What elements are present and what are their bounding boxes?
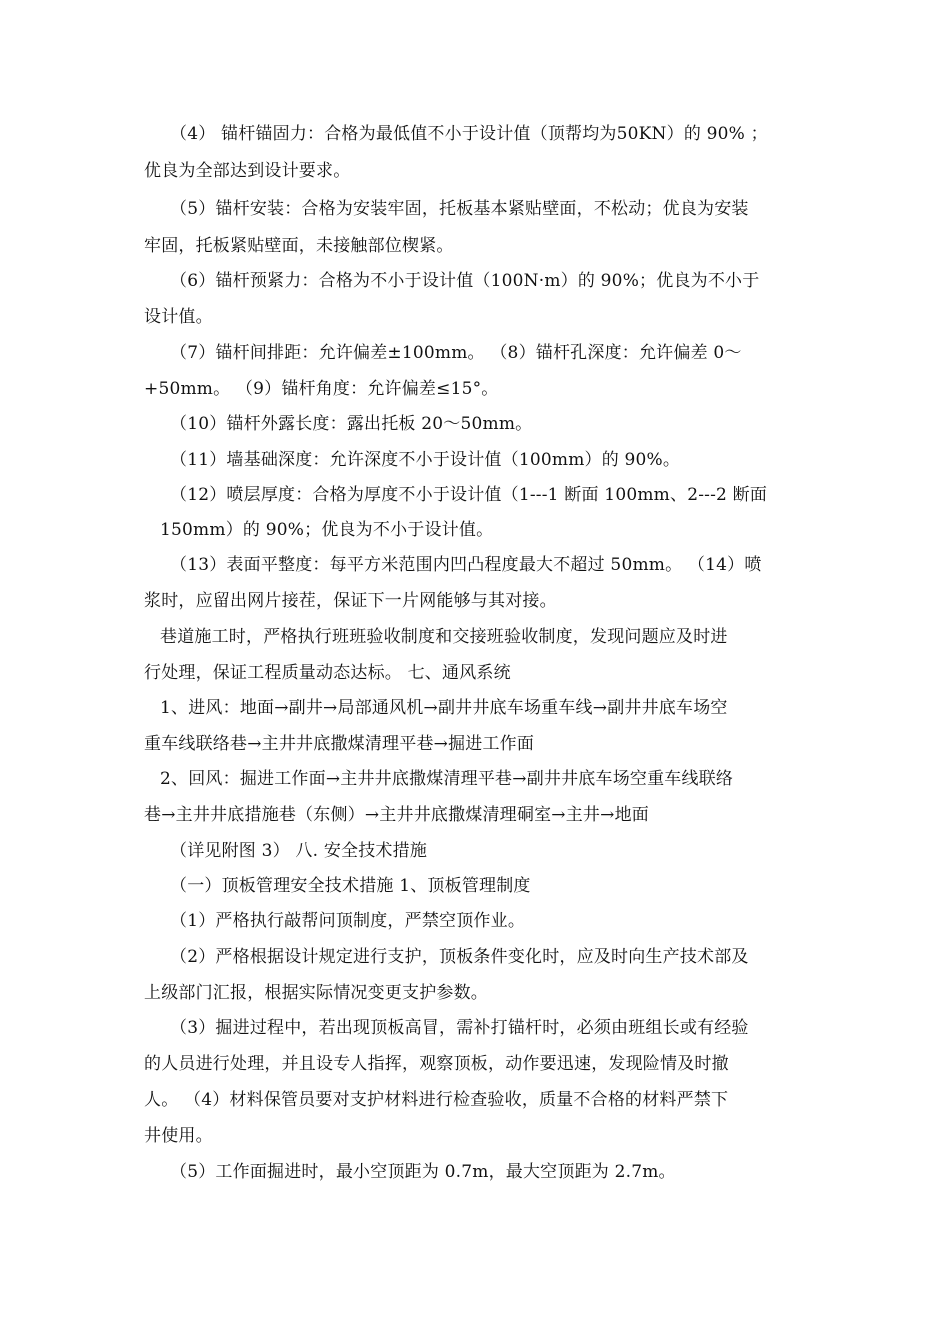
text-line: +50mm。 （9）锚杆角度：允许偏差≤15°。: [144, 379, 499, 399]
text-line: （6）锚杆预紧力：合格为不小于设计值（100N·m）的 90%；优良为不小于: [170, 271, 760, 291]
text-line: 人。 （4）材料保管员要对支护材料进行检查验收，质量不合格的材料严禁下: [144, 1090, 729, 1110]
text-line: （详见附图 3） 八. 安全技术措施: [170, 841, 428, 861]
text-line: （2）严格根据设计规定进行支护，顶板条件变化时，应及时向生产技术部及: [170, 947, 749, 967]
text-line: （11）墙基础深度：允许深度不小于设计值（100mm）的 90%。: [170, 450, 681, 470]
text-line: （1）严格执行敲帮问顶制度，严禁空顶作业。: [170, 911, 526, 931]
text-line: 牢固，托板紧贴壁面，未接触部位楔紧。: [144, 236, 454, 256]
text-line: 重车线联络巷→主井井底撒煤清理平巷→掘进工作面: [144, 734, 535, 754]
text-line: 设计值。: [144, 307, 213, 327]
text-line: 2、回风：掘进工作面→主井井底撒煤清理平巷→副井井底车场空重车线联络: [160, 769, 734, 789]
text-line: （7）锚杆间排距：允许偏差±100mm。 （8）锚杆孔深度：允许偏差 0～: [170, 343, 742, 363]
text-line: （12）喷层厚度：合格为厚度不小于设计值（1---1 断面 100mm、2---2 断面: [170, 485, 768, 505]
text-line: 行处理，保证工程质量动态达标。 七、通风系统: [144, 663, 511, 683]
text-line: 的人员进行处理，并且设专人指挥，观察顶板，动作要迅速，发现险情及时撤: [144, 1054, 729, 1074]
text-line: 150mm）的 90%；优良为不小于设计值。: [160, 520, 494, 540]
text-line: 优良为全部达到设计要求。: [144, 161, 351, 181]
text-line: （一）顶板管理安全技术措施 1、顶板管理制度: [170, 876, 531, 896]
text-line: 巷道施工时，严格执行班班验收制度和交接班验收制度，发现问题应及时进: [160, 627, 728, 647]
text-line: 巷→主井井底措施巷（东侧）→主井井底撒煤清理硐室→主井→地面: [144, 805, 649, 825]
text-line: （5）锚杆安装：合格为安装牢固，托板基本紧贴壁面，不松动；优良为安装: [170, 199, 749, 219]
text-line: （3）掘进过程中，若出现顶板高冒，需补打锚杆时，必须由班组长或有经验: [170, 1018, 749, 1038]
text-line: （10）锚杆外露长度：露出托板 20～50mm。: [170, 414, 533, 434]
text-line: 1、进风：地面→副井→局部通风机→副井井底车场重车线→副井井底车场空: [160, 698, 728, 718]
text-line: 井使用。: [144, 1126, 213, 1146]
text-line: （5）工作面掘进时，最小空顶距为 0.7m，最大空顶距为 2.7m。: [170, 1162, 676, 1182]
text-line: （13）表面平整度：每平方米范围内凹凸程度最大不超过 50mm。 （14）喷: [170, 555, 762, 575]
text-line: 浆时，应留出网片接茬，保证下一片网能够与其对接。: [144, 591, 557, 611]
text-line: （4） 锚杆锚固力：合格为最低值不小于设计值（顶帮均为50KN）的 90% ；: [170, 124, 768, 144]
text-line: 上级部门汇报，根据实际情况变更支护参数。: [144, 983, 488, 1003]
